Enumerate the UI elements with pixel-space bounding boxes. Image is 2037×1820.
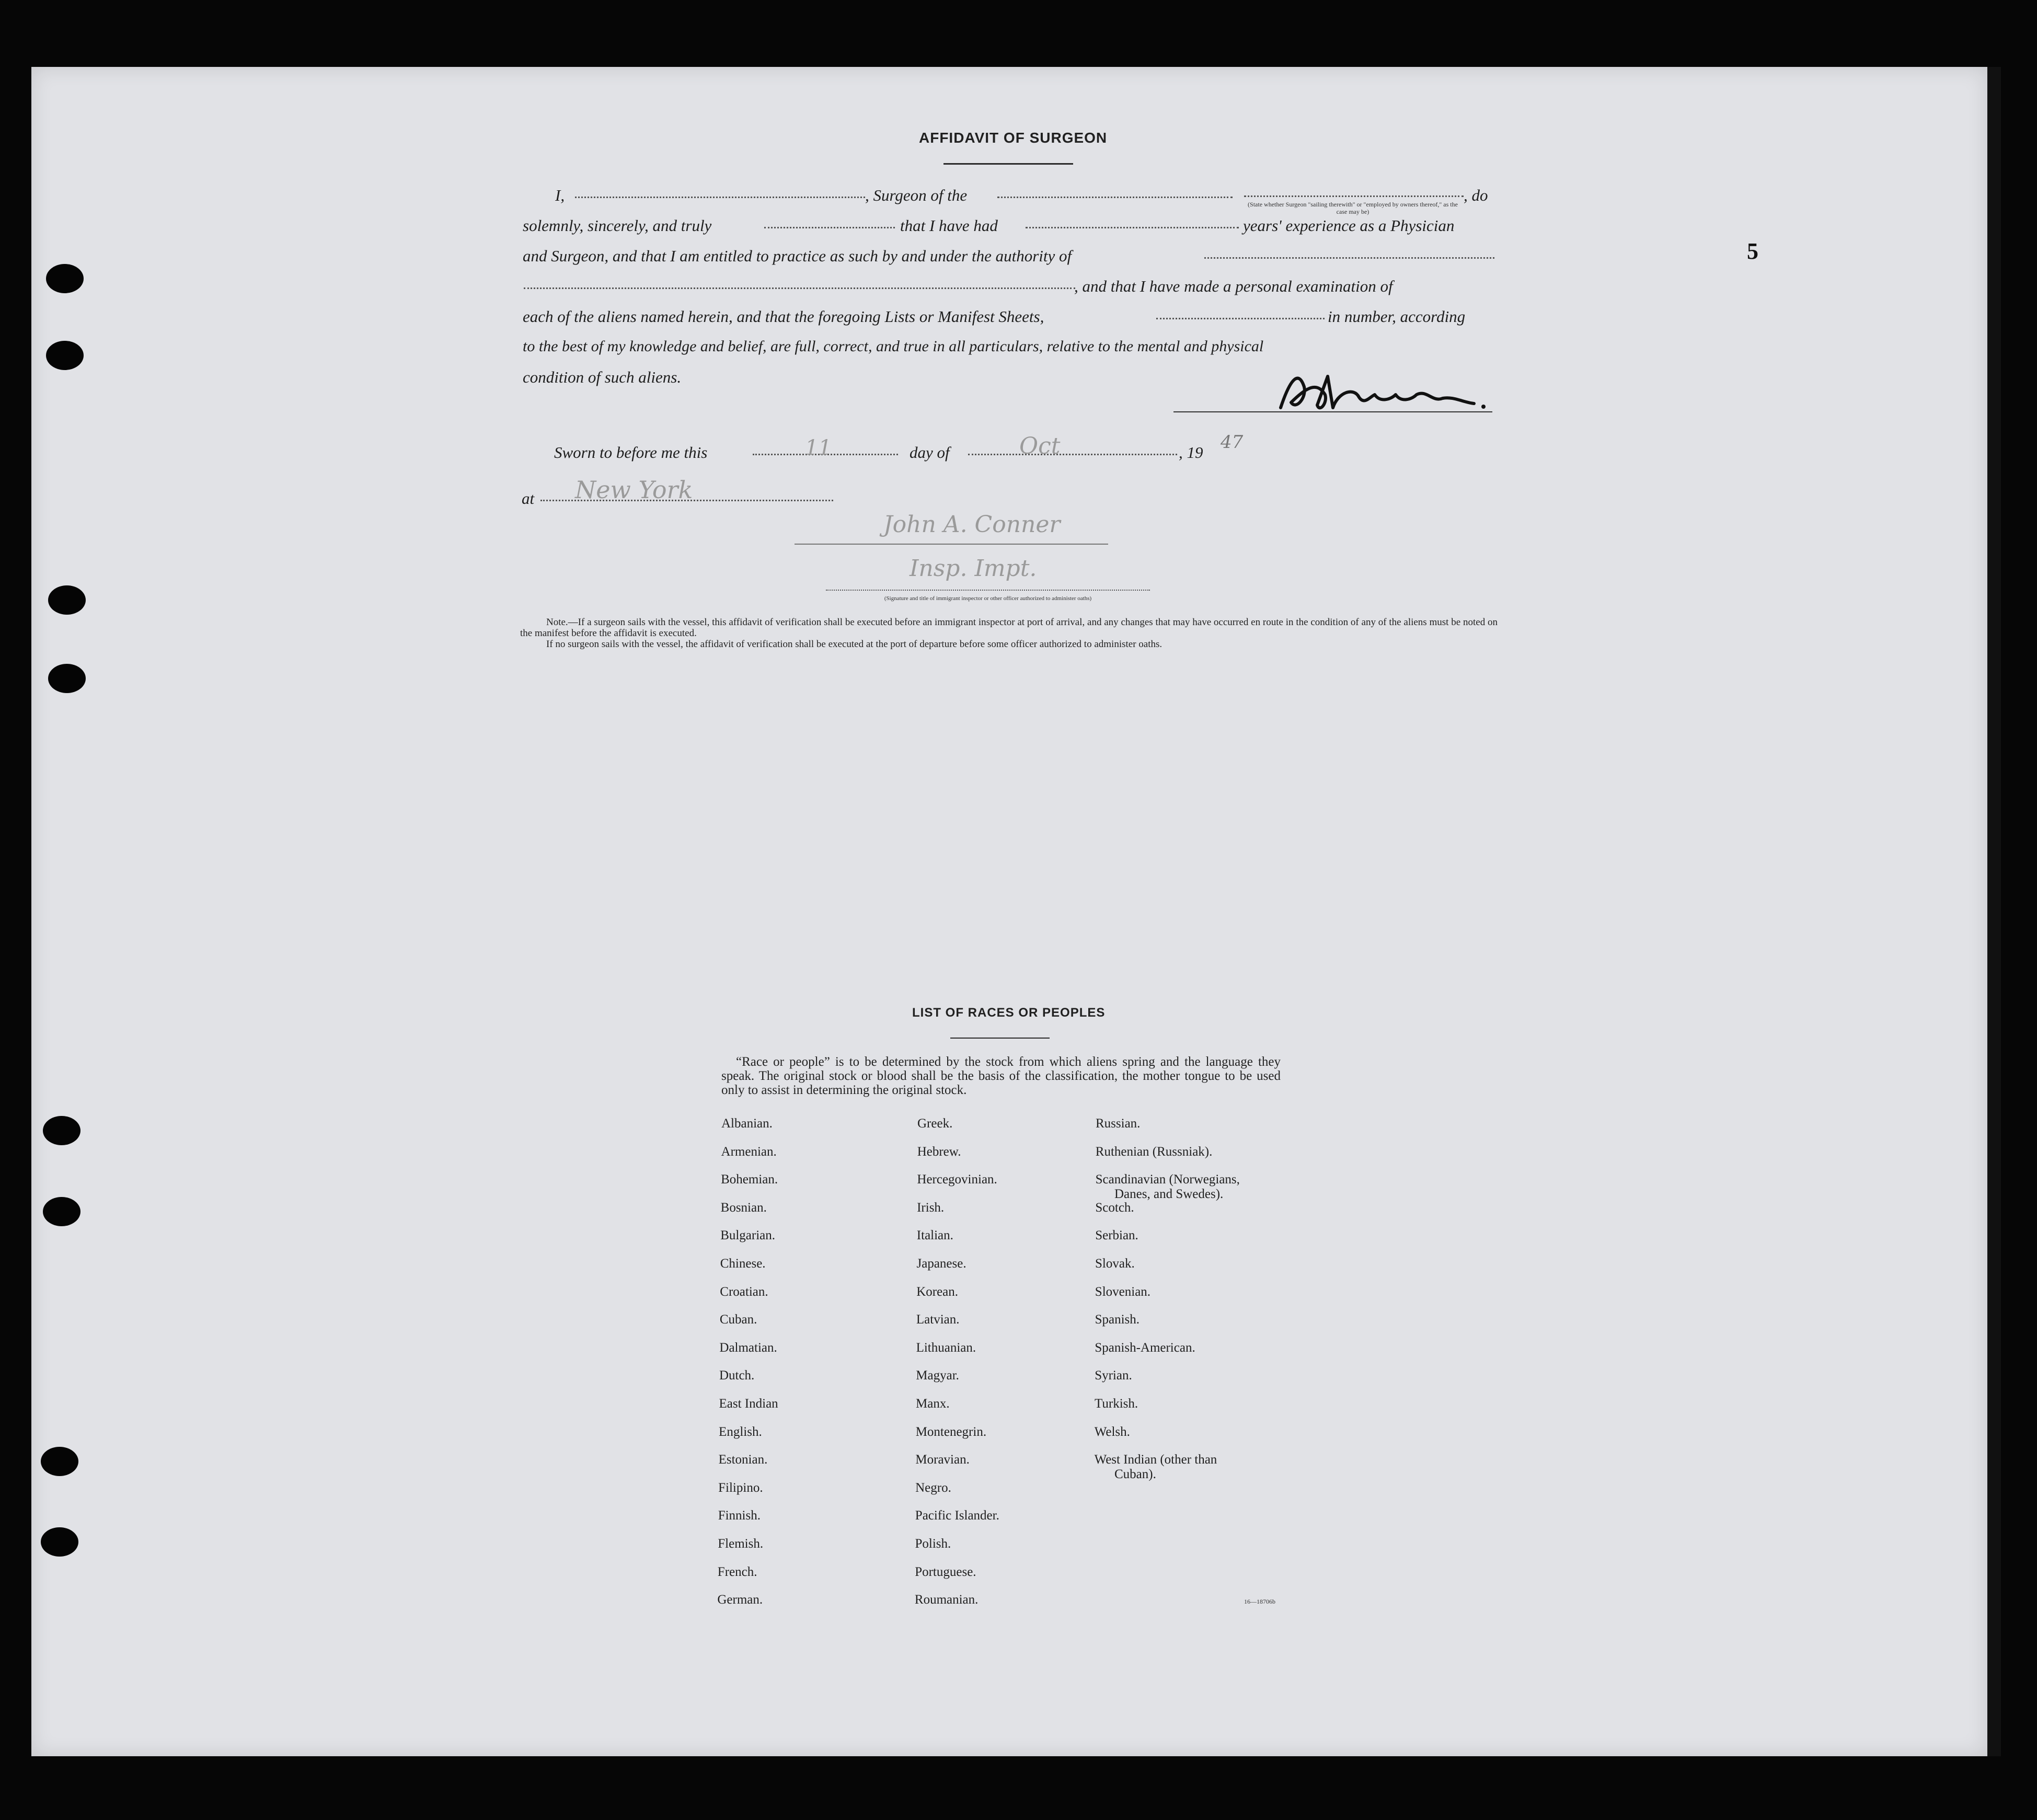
affidavit-line-3: and Surgeon, and that I am entitled to practice as such by and under the authority of (523, 247, 1072, 265)
title-underline (943, 163, 1073, 165)
affidavit-line-7: condition of such aliens. (523, 368, 682, 386)
affidavit-line-1-start: I, (555, 186, 565, 204)
race-entry: Armenian. (721, 1144, 777, 1159)
race-entry-continuation: Cuban). (1114, 1467, 1156, 1482)
blank-sheet-count (1156, 318, 1325, 319)
punch-hole (48, 585, 86, 615)
punch-hole (43, 1197, 80, 1226)
race-entry: Hercegovinian. (917, 1172, 997, 1187)
affidavit-note-1: Note.—If a surgeon sails with the vessel, this affidavit of verification shall be executed before an immigrant inspector at port of arrival, and any changes that may have occurred en route in the condition of any of the aliens must be noted on the manifest before the affidavit is executed. (520, 617, 1498, 639)
race-entry: German. (717, 1593, 763, 1607)
blank-vessel (997, 197, 1233, 198)
officer-title: Insp. Impt. (910, 555, 1037, 582)
surgeon-signature-line (1173, 411, 1492, 412)
race-entry: Lithuanian. (916, 1340, 976, 1355)
race-entry-continuation: Danes, and Swedes). (1114, 1187, 1224, 1202)
sworn-year: 47 (1221, 432, 1244, 453)
blank-surgeon-name (575, 197, 865, 198)
affidavit-line-5a: each of the aliens named herein, and that the foregoing Lists or Manifest Sheets, (523, 307, 1044, 326)
page-edge (1987, 67, 2001, 1756)
sworn-text: Sworn to before me this (554, 443, 708, 462)
affidavit-line-2b: that I have had (900, 216, 998, 235)
race-entry: Spanish-American. (1095, 1340, 1195, 1355)
race-entry: Turkish. (1095, 1397, 1138, 1411)
race-entry: Chinese. (720, 1257, 766, 1271)
officer-signature-line-2 (826, 590, 1150, 591)
race-entry: Albanian. (721, 1116, 773, 1131)
race-entry: Scandinavian (Norwegians, (1095, 1172, 1240, 1187)
punch-hole (41, 1527, 78, 1557)
race-entry: Manx. (916, 1397, 950, 1411)
surgeon-status-instruction: (State whether Surgeon "sailing therewith" or "employed by owners thereof," as the case may be) (1248, 201, 1458, 215)
blank-month (968, 454, 1177, 455)
race-entry: Italian. (916, 1228, 953, 1243)
race-entry: Dutch. (719, 1368, 755, 1383)
page-number: 5 (1747, 238, 1758, 264)
race-entry: Slovenian. (1095, 1284, 1151, 1299)
sworn-year-prefix: , 19 (1179, 443, 1203, 462)
affidavit-line-1-end: , do (1464, 186, 1488, 204)
affidavit-line-4: , and that I have made a personal examination of (1074, 277, 1393, 295)
race-entry: Japanese. (916, 1257, 966, 1271)
race-entry: Dalmatian. (719, 1340, 777, 1355)
race-entry: Bohemian. (721, 1172, 778, 1187)
race-entry: Welsh. (1094, 1424, 1130, 1439)
race-entry: Korean. (916, 1284, 959, 1299)
affidavit-line-6: to the best of my knowledge and belief, are full, correct, and true in all particulars, relative to the mental and physical (523, 338, 1264, 355)
officer-signature-caption: (Signature and title of immigrant inspector or other officer authorized to administer oaths) (884, 595, 1092, 602)
officer-signature: John A. Conner (883, 511, 1061, 538)
blank-affirm (764, 227, 895, 228)
punch-hole (48, 664, 86, 693)
race-entry: West Indian (other than (1094, 1453, 1217, 1467)
race-entry: Ruthenian (Russniak). (1095, 1144, 1213, 1159)
race-entry: Latvian. (916, 1312, 960, 1327)
punch-hole (41, 1447, 78, 1476)
sworn-day: 11 (805, 436, 832, 460)
surgeon-signature (1275, 366, 1505, 418)
race-entry: English. (719, 1424, 762, 1439)
affidavit-line-2a: solemnly, sincerely, and truly (523, 216, 712, 235)
affidavit-line-5b: in number, according (1328, 307, 1466, 326)
race-entry: Hebrew. (917, 1144, 961, 1159)
affidavit-line-2c: years' experience as a Physician (1243, 216, 1455, 235)
race-entry: Magyar. (916, 1368, 959, 1383)
affidavit-title: AFFIDAVIT OF SURGEON (919, 130, 1108, 146)
blank-authority (1204, 257, 1494, 259)
races-intro: “Race or people” is to be determined by the stock from which aliens spring and the language they speak. The original stock or blood shall be the basis of the classification, the mother tongue to be used only to assist in determining the original stock. (721, 1055, 1281, 1097)
punch-hole (46, 341, 84, 370)
race-entry: Filipino. (718, 1480, 763, 1495)
races-title-underline (950, 1038, 1050, 1039)
at-label: at (522, 489, 535, 508)
blank-surgeon-status (1244, 195, 1464, 197)
affidavit-line-1-mid: , Surgeon of the (865, 186, 968, 204)
race-entry: Croatian. (720, 1284, 768, 1299)
race-entry: Moravian. (915, 1453, 970, 1467)
race-entry: Finnish. (718, 1508, 761, 1523)
race-entry: Bosnian. (720, 1200, 767, 1215)
blank-years (1026, 227, 1239, 228)
affidavit-note-2: If no surgeon sails with the vessel, the affidavit of verification shall be executed at the port of departure before some officer authorized to administer oaths. (546, 639, 1163, 650)
race-entry: Pacific Islander. (915, 1508, 999, 1523)
officer-signature-line-1 (795, 544, 1108, 545)
sworn-place: New York (575, 476, 693, 504)
race-entry: Syrian. (1095, 1368, 1132, 1383)
race-entry: Portuguese. (915, 1564, 976, 1579)
race-entry: Scotch. (1095, 1200, 1134, 1215)
sworn-month: Oct (1019, 433, 1061, 459)
race-entry: Roumanian. (914, 1593, 979, 1607)
punch-hole (43, 1116, 80, 1145)
race-entry: Spanish. (1095, 1312, 1140, 1327)
form-code: 16—18706b (1244, 1598, 1275, 1605)
race-entry: East Indian (719, 1397, 778, 1411)
race-entry: French. (717, 1564, 757, 1579)
blank-authority-cont (524, 287, 1075, 289)
race-entry: Montenegrin. (915, 1424, 987, 1439)
race-entry: Bulgarian. (720, 1228, 776, 1243)
race-entry: Irish. (917, 1200, 945, 1215)
race-entry: Polish. (915, 1537, 951, 1551)
affidavit-note (520, 617, 1498, 650)
races-title: LIST OF RACES OR PEOPLES (912, 1006, 1106, 1020)
punch-hole (46, 264, 84, 293)
race-entry: Flemish. (718, 1537, 764, 1551)
race-entry: Slovak. (1095, 1257, 1135, 1271)
race-entry: Serbian. (1095, 1228, 1138, 1243)
race-entry: Russian. (1096, 1116, 1141, 1131)
race-entry: Cuban. (719, 1312, 757, 1327)
sworn-day-of: day of (910, 443, 950, 462)
race-entry: Greek. (917, 1116, 953, 1131)
race-entry: Estonian. (718, 1453, 768, 1467)
race-entry: Negro. (915, 1480, 951, 1495)
